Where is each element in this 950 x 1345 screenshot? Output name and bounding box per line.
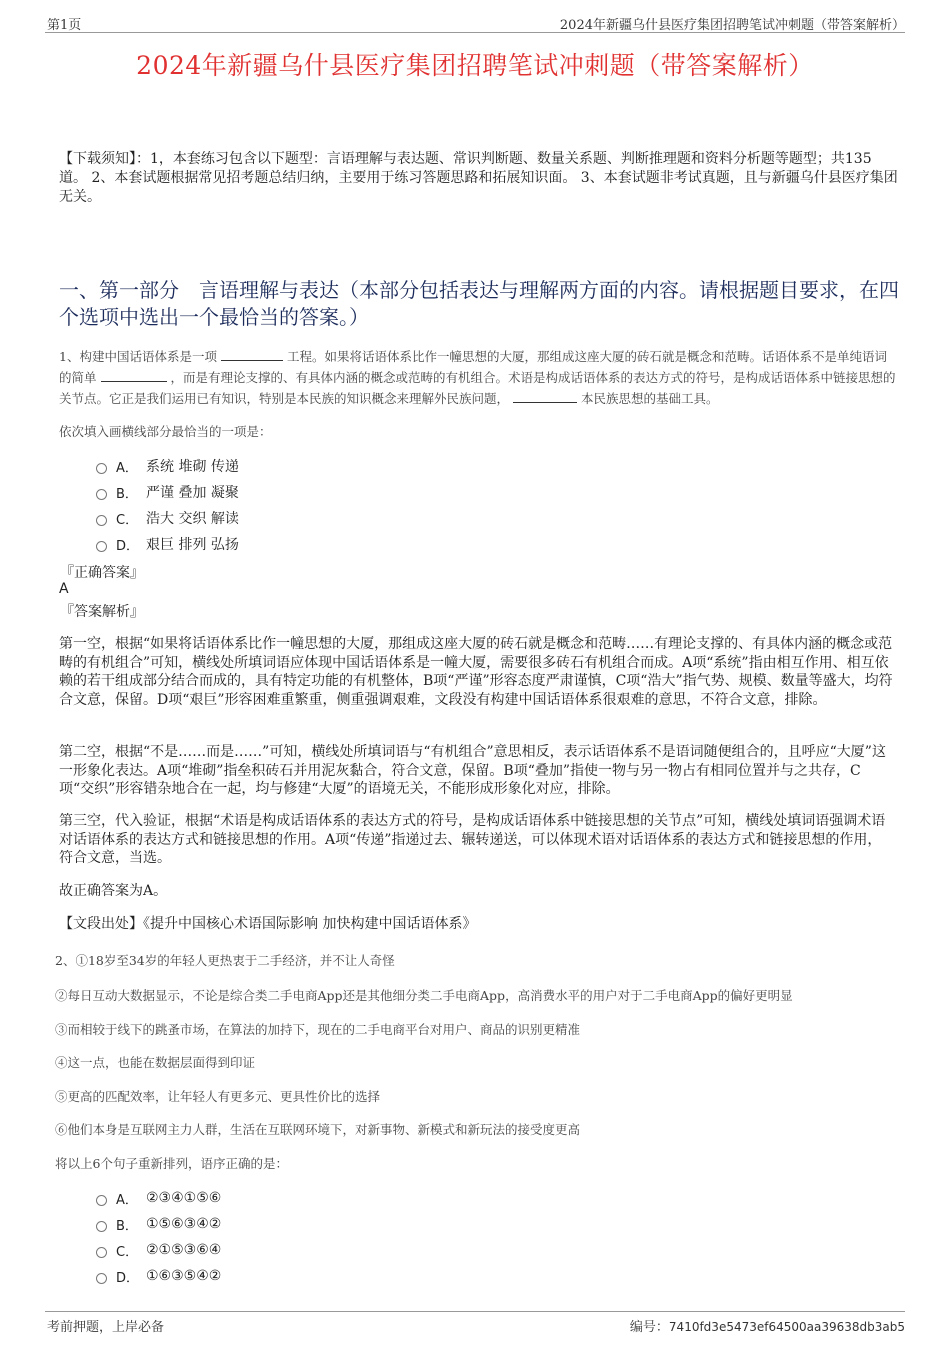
radio-icon[interactable] [96,1247,107,1258]
option-a[interactable] [96,453,239,479]
question-1-instruction: 依次填入画横线部分最恰当的一项是： [59,424,272,439]
option-d[interactable] [96,531,239,557]
radio-icon[interactable] [96,489,107,500]
question-2-sentence: ④这一点，也能在数据层面得到印证 [55,1055,256,1070]
radio-icon[interactable] [96,541,107,552]
question-2-instruction: 将以上6个句子重新排列，语序正确的是： [55,1156,288,1171]
option-text: ①⑤⑥③④② [146,1216,222,1232]
radio-icon[interactable] [96,1273,107,1284]
option-a[interactable] [96,1185,221,1211]
blank-1 [221,347,283,361]
blank-2 [101,368,167,382]
option-text: 系统 堆砌 传递 [146,459,239,475]
page-number: 第1页 [47,18,82,33]
analysis-conclusion: 故正确答案为A。 [59,883,168,899]
option-text: ①⑥③⑤④② [146,1268,222,1284]
option-letter: B． [116,1218,138,1234]
question-1-options [96,453,239,557]
question-2-sentence: ⑤更高的匹配效率，让年轻人有更多元、更具性价比的选择 [55,1089,381,1104]
blank-3 [513,389,577,403]
radio-icon[interactable] [96,463,107,474]
answer-label: 『正确答案』 [60,565,144,581]
option-c[interactable] [96,505,239,531]
question-2-sentence: ②每日互动大数据显示，不论是综合类二手电商App还是其他细分类二手电商App，高消费水平的用户对于二手电商App的偏好更明显 [55,988,793,1003]
option-letter: B． [116,486,138,502]
option-letter: A． [116,1192,138,1208]
question-2-options [96,1185,221,1289]
header-divider [45,32,905,33]
radio-icon[interactable] [96,1221,107,1232]
option-text: 艰巨 排列 弘扬 [146,537,239,553]
question-1-stem [59,346,899,409]
source-citation: 【文段出处】《提升中国核心术语国际影响 加快构建中国话语体系》 [59,916,477,932]
footer-code [630,1316,905,1335]
question-1-stem-part: 工程。如果将话语体系比作一幢思想的大厦，那组成这座大厦的砖石就是概念和范畴。话语体系不是单纯语词的简单 [59,349,887,385]
option-letter: C． [116,1244,139,1260]
footer-code-value: 7410fd3e5473ef64500aa39638db3ab5 [668,1320,905,1334]
question-2-sentence: ③而相较于线下的跳蚤市场，在算法的加持下，现在的二手电商平台对用户、商品的识别更精准 [55,1022,581,1037]
question-1-stem-part: 本民族思想的基础工具。 [580,391,719,406]
question-2-sentence: ⑥他们本身是互联网主力人群，生活在互联网环境下，对新事物、新模式和新玩法的接受度更高 [55,1122,581,1137]
analysis-paragraph-2: 第二空，根据“不是……而是……”可知，横线处所填词语与“有机组合”意思相反，表示话语体系不是语词随便组合的，且呼应“大厦”这一形象化表达。A项“堆砌”指垒积砖石并用泥灰黏合，符合文意，保留。B项“叠加”指使一物与另一物占有相同位置并与之共存，C项“交织”形容错杂地合在一起，均与修建“大厦”的语境无关，不能形成形象化对应，排除。 [59,744,886,797]
option-letter: D． [116,538,140,554]
header-doc-title: 2024年新疆乌什县医疗集团招聘笔试冲刺题（带答案解析） [559,18,905,33]
question-1-stem-part: ，而是有理论支撑的、有具体内涵的概念或范畴的有机组合。术语是构成话语体系的表达方式的符号，是构成话语体系中链接思想的关节点。它正是我们运用已有知识，特别是本民族的知识概念来理解外民族问题， [59,370,896,406]
analysis-paragraph-3: 第三空，代入验证，根据“术语是构成话语体系的表达方式的符号，是构成话语体系中链接思想的关节点”可知，横线处填词语强调术语对话语体系的表达方式和链接思想的作用。A项“传递”指递过去、辗转递送，可以体现术语对话语体系的表达方式和链接思想的作用，符合文意，当选。 [59,813,886,866]
option-text: 严谨 叠加 凝聚 [146,485,239,501]
option-text: 浩大 交织 解读 [146,511,239,527]
option-letter: A． [116,460,138,476]
footer-code-label: 编号： [629,1320,669,1335]
option-b[interactable] [96,479,239,505]
section-heading: 一、第一部分 言语理解与表达（本部分包括表达与理解两方面的内容。请根据题目要求，在四个选项中选出一个最恰当的答案。） [59,278,899,329]
option-b[interactable] [96,1211,221,1237]
option-text: ②③④①⑤⑥ [146,1190,222,1206]
option-c[interactable] [96,1237,221,1263]
radio-icon[interactable] [96,1195,107,1206]
radio-icon[interactable] [96,515,107,526]
page-title: 2024年新疆乌什县医疗集团招聘笔试冲刺题（带答案解析） [136,51,814,80]
footer-slogan: 考前押题，上岸必备 [47,1320,165,1335]
question-2-sentence: 2、①18岁至34岁的年轻人更热衷于二手经济，并不让人奇怪 [55,953,395,968]
option-text: ②①⑤③⑥④ [146,1242,222,1258]
analysis-paragraph-1: 第一空，根据“如果将话语体系比作一幢思想的大厦，那组成这座大厦的砖石就是概念和范畴……有理论支撑的、有具体内涵的概念或范畴的有机组合”可知，横线处所填词语应体现中国话语体系是一幢大厦，需要很多砖石有机组合而成。A项“系统”指由相互作用、相互依赖的若干组成部分结合而成的，具有特定功能的有机整体，B项“严谨”形容态度严肃谨慎，C项“浩大”指气势、规模、数量等盛大，均符合文意，保留。D项“艰巨”形容困难重繁重，侧重强调艰难，文段没有构建中国话语体系很艰难的意思，不符合文意，排除。 [59,636,893,708]
analysis-label: 『答案解析』 [60,604,144,620]
question-1-stem-part: 1、构建中国话语体系是一项 [59,349,217,364]
option-letter: C． [116,512,139,528]
option-d[interactable] [96,1263,221,1289]
footer-divider [45,1311,905,1312]
download-notice: 【下载须知】：1，本套练习包含以下题型：言语理解与表达题、常识判断题、数量关系题、判断推理题和资料分析题等题型；共135道。 2、本套试题根据常见招考题总结归纳，主要用于练习答题思路和拓展知识面。 3、本套试题非考试真题，且与新疆乌什县医疗集团无关。 [59,151,898,205]
answer-value: A [59,581,69,597]
option-letter: D． [116,1270,140,1286]
